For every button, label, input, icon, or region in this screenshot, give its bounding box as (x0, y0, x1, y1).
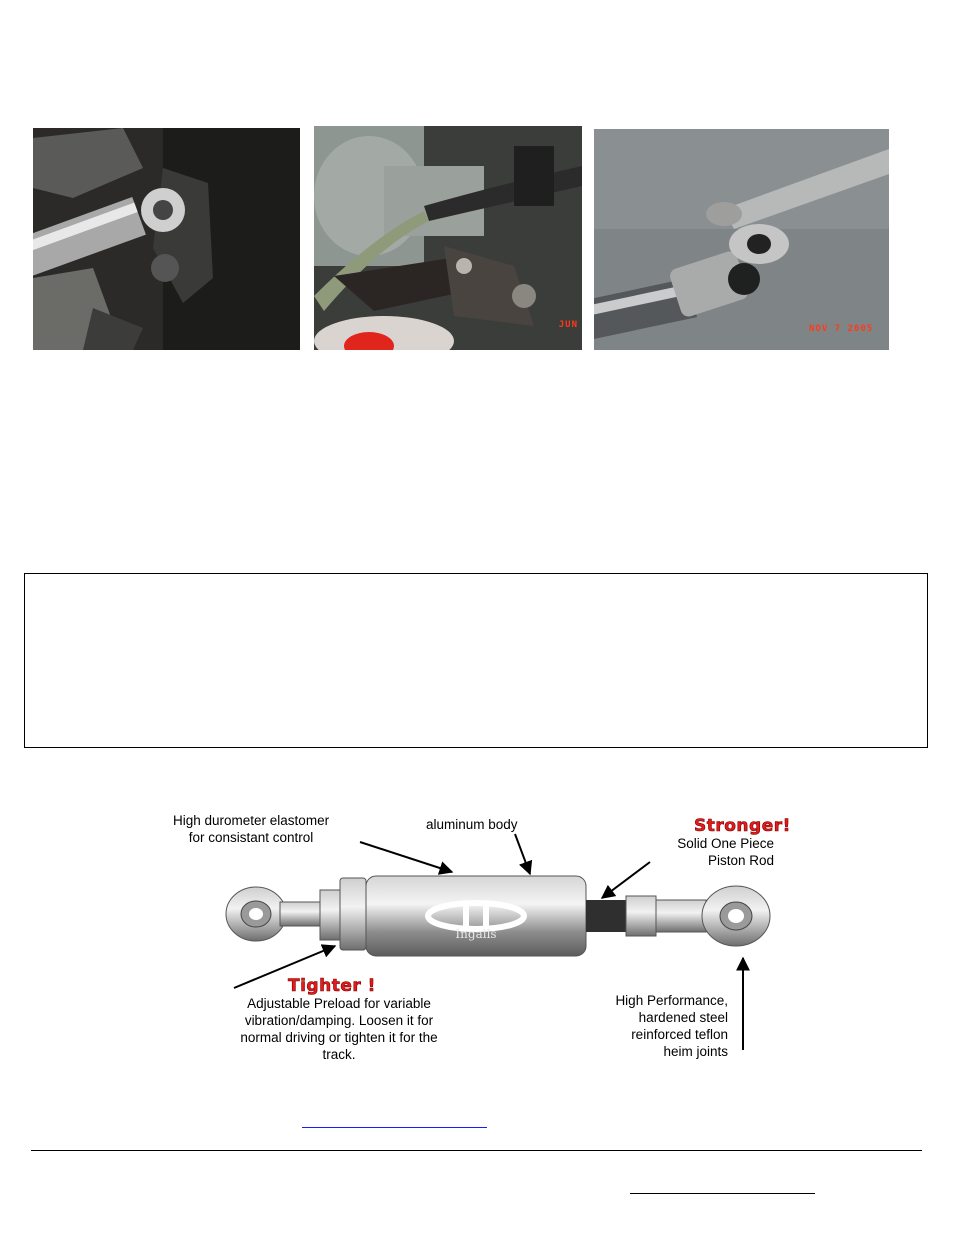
logo-text: Ingalls (455, 927, 497, 941)
photo-date-stamp: NOV 7 2005 (809, 324, 874, 334)
hyperlink-underline[interactable] (302, 1127, 487, 1128)
install-photo-right (594, 129, 889, 350)
install-photo-left (33, 128, 300, 350)
callout-arrow (360, 842, 452, 872)
product-diagram (170, 812, 790, 1072)
callout-preload: Adjustable Preload for variable vibration/damping. Loosen it for normal driving or tighten it for the track. (240, 996, 438, 1062)
footer-divider (31, 1150, 922, 1151)
note-box (24, 573, 928, 748)
photo-date-stamp: JUN (558, 320, 578, 330)
heading-tighter: Tighter ! (288, 976, 376, 996)
callout-arrow (602, 862, 650, 898)
install-photo-middle (314, 126, 582, 350)
callout-arrow (515, 834, 530, 874)
callout-heim-joints: High Performance, hardened steel reinforced teflon heim joints (615, 993, 728, 1059)
heading-stronger: Stronger! (694, 816, 791, 836)
footer-link-underline[interactable] (630, 1193, 815, 1194)
callout-aluminum: aluminum body (426, 817, 518, 832)
callout-piston-rod: Solid One Piece Piston Rod (677, 836, 774, 868)
callout-elastomer: High durometer elastomer for consistant control (173, 813, 330, 845)
